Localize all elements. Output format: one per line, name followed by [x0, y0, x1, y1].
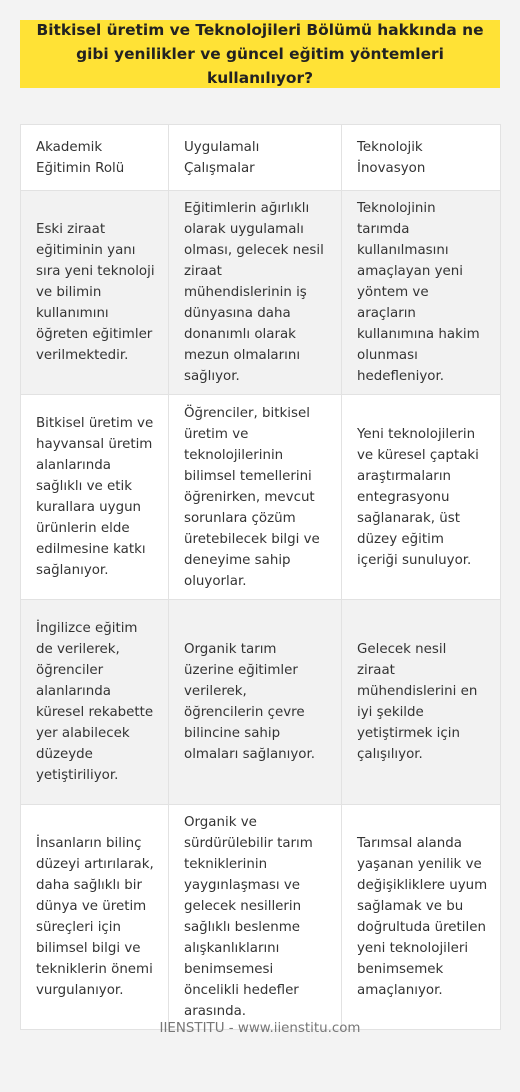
table-cell: Organik ve sürdürülebilir tarım tekniklerinin yaygınlaşması ve gelecek nesillerin sağlıklı beslenme alışkanlıklarını benimsemesi öncelikli hedefler arasında.	[169, 805, 342, 1030]
page-title: Bitkisel üretim ve Teknolojileri Bölümü hakkında ne gibi yenilikler ve güncel eğitim yöntemleri kullanılıyor?	[36, 21, 484, 87]
column-header-technology: Teknolojik İnovasyon	[342, 125, 501, 191]
table-header-row	[21, 125, 501, 191]
table-cell: Bitkisel üretim ve hayvansal üretim alanlarında sağlıklı ve etik kurallara uygun ürünlerin elde edilmesine katkı sağlanıyor.	[21, 395, 169, 600]
table-cell: Eğitimlerin ağırlıklı olarak uygulamalı olması, gelecek nesil ziraat mühendislerinin iş dünyasına daha donanımlı olarak mezun olmalarını sağlıyor.	[169, 191, 342, 395]
table-row	[21, 395, 501, 600]
column-header-practical: Uygulamalı Çalışmalar	[169, 125, 342, 191]
table-cell: Gelecek nesil ziraat mühendislerini en iyi şekilde yetiştirmek için çalışılıyor.	[342, 600, 501, 805]
table-cell: Eski ziraat eğitiminin yanı sıra yeni teknoloji ve bilimin kullanımını öğreten eğitimler verilmektedir.	[21, 191, 169, 395]
footer-credit: IIENSTITU - www.iienstitu.com	[159, 1021, 361, 1036]
column-header-academic: Akademik Eğitimin Rolü	[21, 125, 169, 191]
table-cell: Yeni teknolojilerin ve küresel çaptaki araştırmaların entegrasyonu sağlanarak, üst düzey eğitim içeriği sunuluyor.	[342, 395, 501, 600]
table-cell: İngilizce eğitim de verilerek, öğrenciler alanlarında küresel rekabette yer alabilecek düzeyde yetiştiriliyor.	[21, 600, 169, 805]
comparison-table	[20, 124, 501, 1030]
table-row	[21, 191, 501, 395]
table-cell: Öğrenciler, bitkisel üretim ve teknolojilerinin bilimsel temellerini öğrenirken, mevcut sorunlara çözüm üretebilecek bilgi ve deneyime sahip oluyorlar.	[169, 395, 342, 600]
title-banner	[20, 20, 500, 88]
table-cell: Organik tarım üzerine eğitimler verilerek, öğrencilerin çevre bilincine sahip olmaları sağlanıyor.	[169, 600, 342, 805]
table-cell: İnsanların bilinç düzeyi artırılarak, daha sağlıklı bir dünya ve üretim süreçleri için bilimsel bilgi ve tekniklerin önemi vurgulanıyor.	[21, 805, 169, 1030]
table-cell: Teknolojinin tarımda kullanılmasını amaçlayan yeni yöntem ve araçların kullanımına hakim olunması hedefleniyor.	[342, 191, 501, 395]
table-row	[21, 805, 501, 1030]
table-row	[21, 600, 501, 805]
table-cell: Tarımsal alanda yaşanan yenilik ve değişikliklere uyum sağlamak ve bu doğrultuda üretilen yeni teknolojileri benimsemek amaçlanıyor.	[342, 805, 501, 1030]
